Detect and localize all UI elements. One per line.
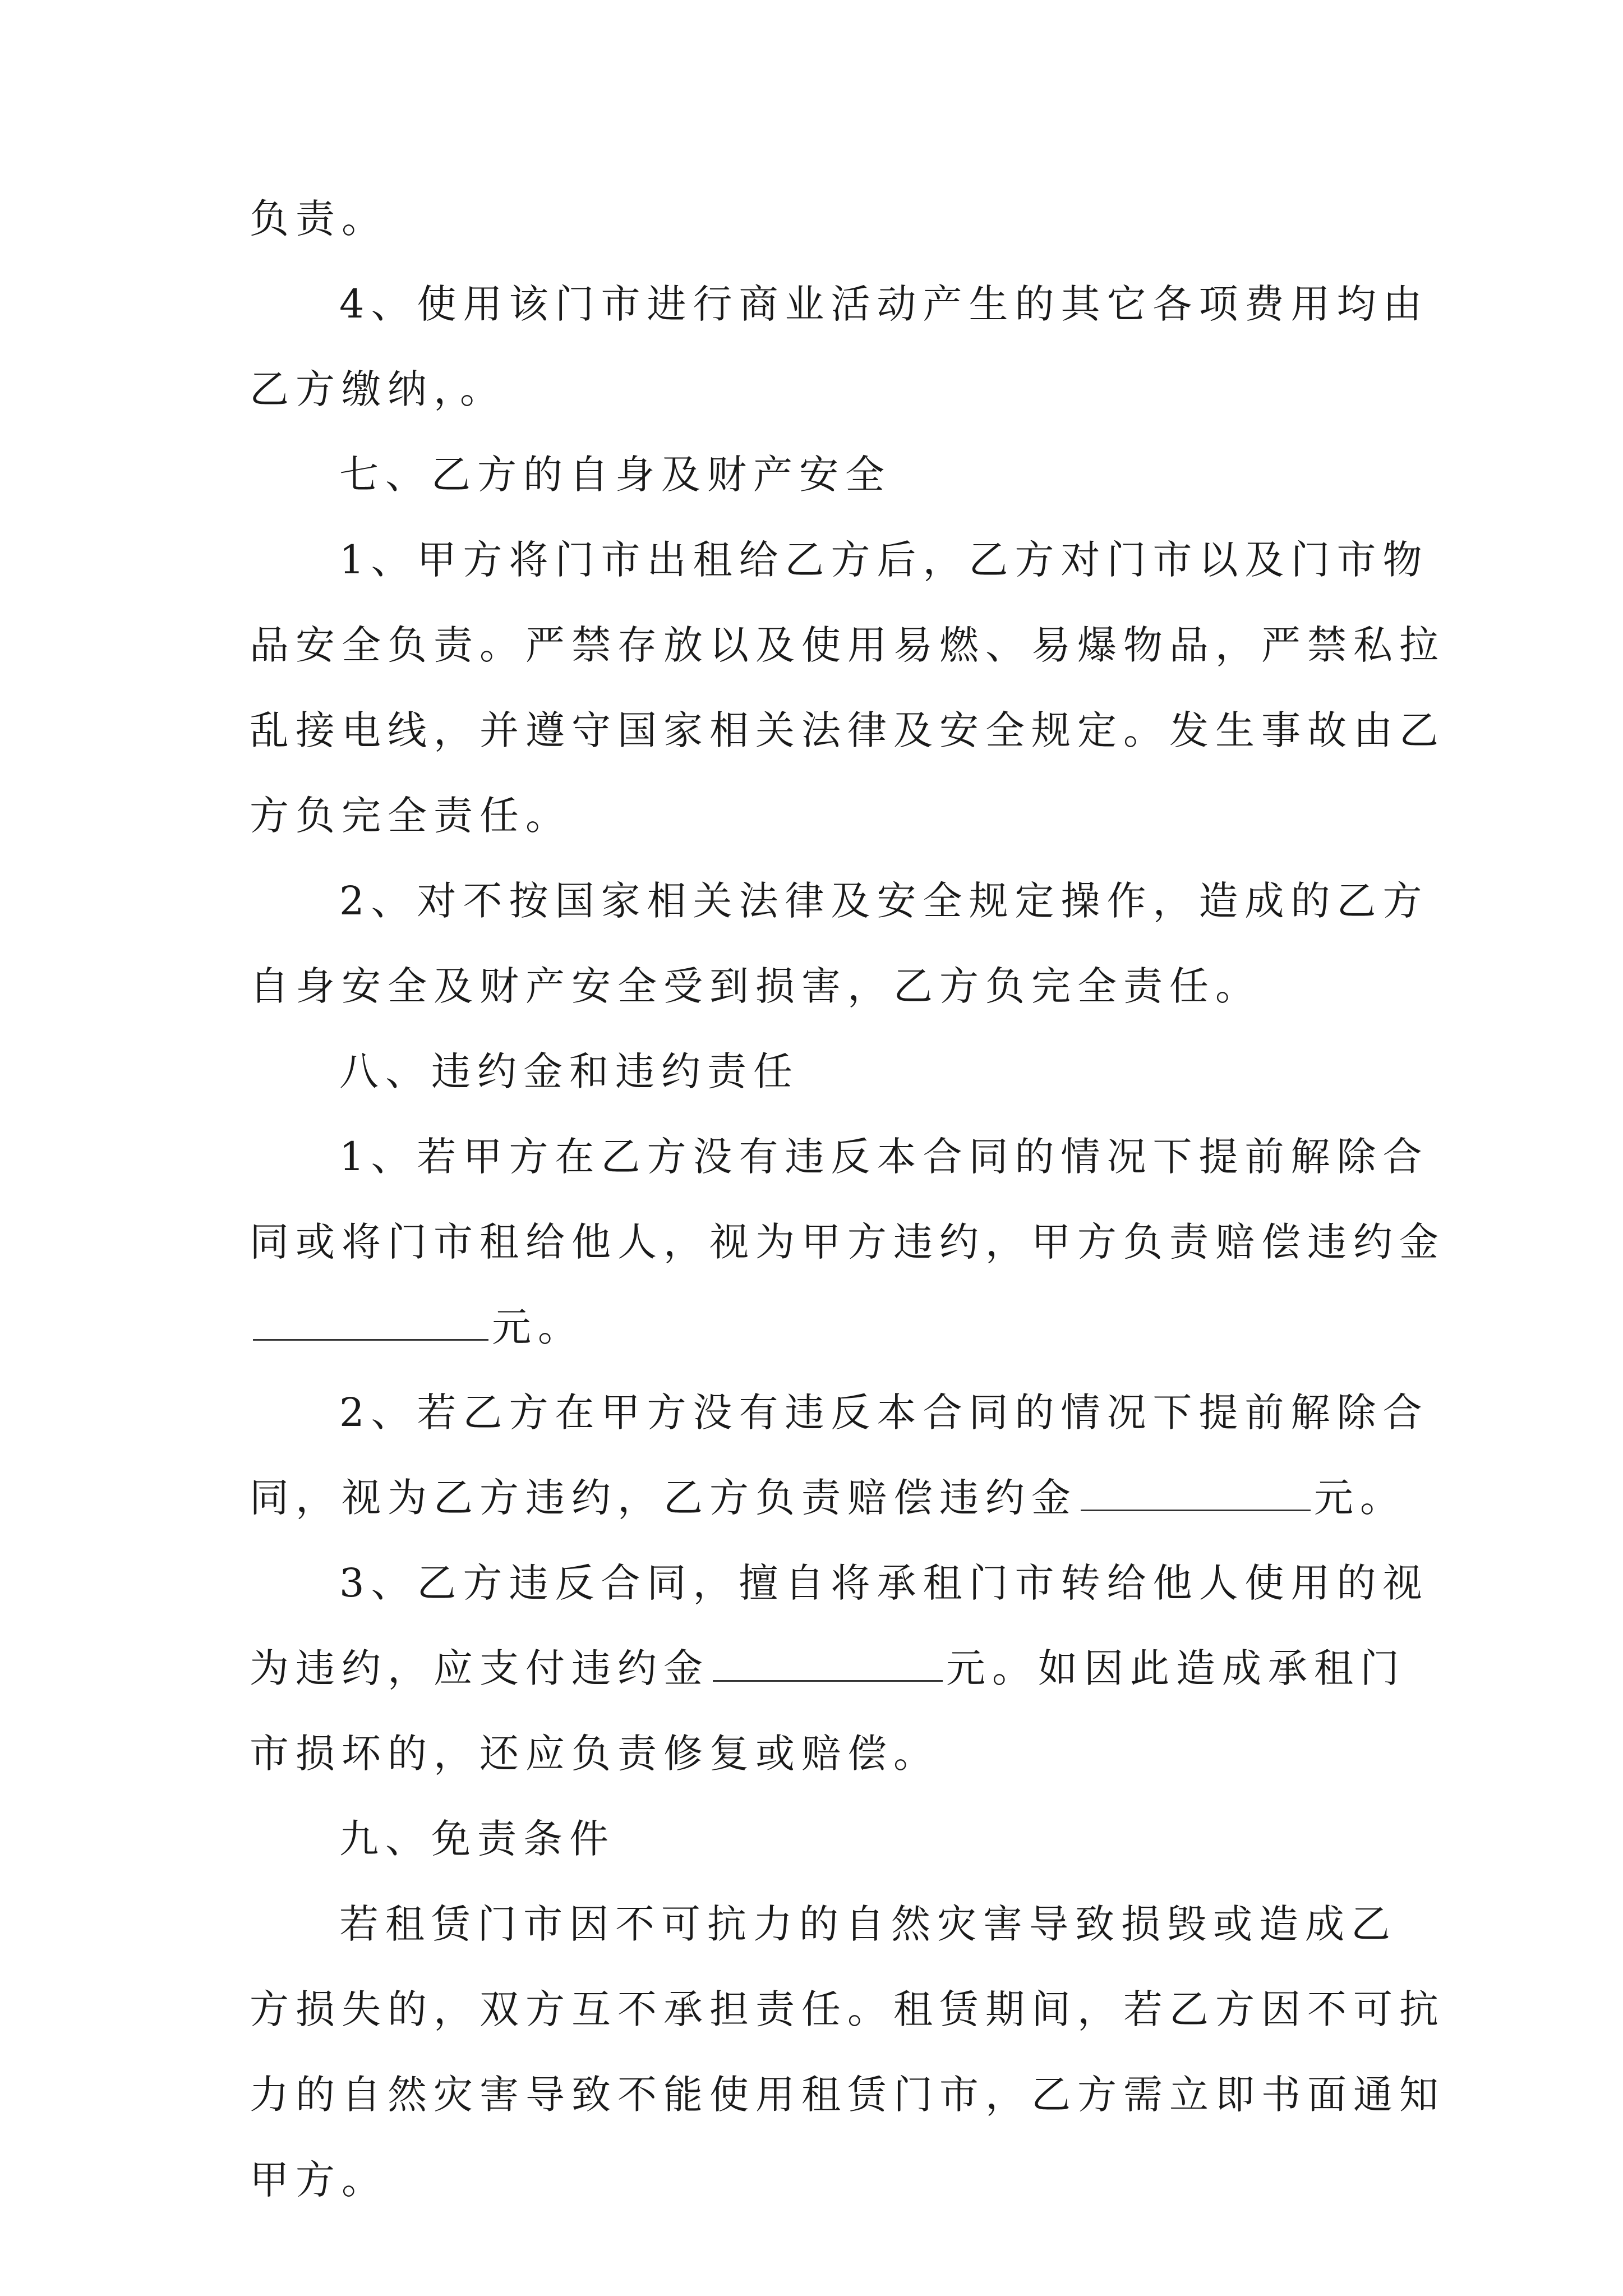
text-line: 负责。: [250, 196, 388, 242]
text-line: 1、甲方将门市出租给乙方后，乙方对门市以及门市物: [339, 537, 1429, 583]
text-line: 方损失的，双方互不承担责任。租赁期间，若乙方因不可抗: [250, 1986, 1445, 2032]
section-heading: 九、免责条件: [339, 1816, 615, 1862]
text-line: 1、若甲方在乙方没有违反本合同的情况下提前解除合: [339, 1134, 1429, 1180]
text-line: 3、乙方违反合同，擅自将承租门市转给他人使用的视: [339, 1560, 1429, 1606]
section-heading: 八、违约金和违约责任: [339, 1048, 799, 1094]
text-line: 乙方缴纳，。: [250, 366, 506, 412]
blank-underline: [1081, 1475, 1311, 1511]
text-line: 元。: [250, 1299, 584, 1355]
text-line: 甲方。: [250, 2157, 388, 2203]
text-line: 2、对不按国家相关法律及安全规定操作，造成的乙方: [339, 878, 1429, 924]
text-line: 若租赁门市因不可抗力的自然灾害导致损毁或造成乙: [339, 1901, 1397, 1947]
blank-underline: [253, 1304, 488, 1341]
text-line: 同或将门市租给他人，视为甲方违约，甲方负责赔偿违约金: [250, 1219, 1445, 1265]
text-line: 同，视为乙方违约，乙方负责赔偿违约金 元。: [250, 1475, 1406, 1521]
text-line: 自身安全及财产安全受到损害，乙方负完全责任。: [250, 963, 1261, 1009]
text-line: 乱接电线，并遵守国家相关法律及安全规定。发生事故由乙: [250, 707, 1445, 753]
text-line: 4、使用该门市进行商业活动产生的其它各项费用均由: [339, 281, 1429, 327]
section-heading: 七、乙方的自身及财产安全: [339, 452, 891, 498]
blank-underline: [713, 1645, 943, 1682]
text-line: 方负完全责任。: [250, 793, 571, 839]
text-line: 为违约，应支付违约金 元。如因此造成承租门: [250, 1645, 1406, 1691]
text-line: 市损坏的，还应负责修复或赔偿。: [250, 1731, 939, 1777]
text-line: 力的自然灾害导致不能使用租赁门市，乙方需立即书面通知: [250, 2072, 1445, 2118]
text-line: 2、若乙方在甲方没有违反本合同的情况下提前解除合: [339, 1389, 1429, 1435]
text-line: 品安全负责。严禁存放以及使用易燃、易爆物品，严禁私拉: [250, 622, 1445, 668]
